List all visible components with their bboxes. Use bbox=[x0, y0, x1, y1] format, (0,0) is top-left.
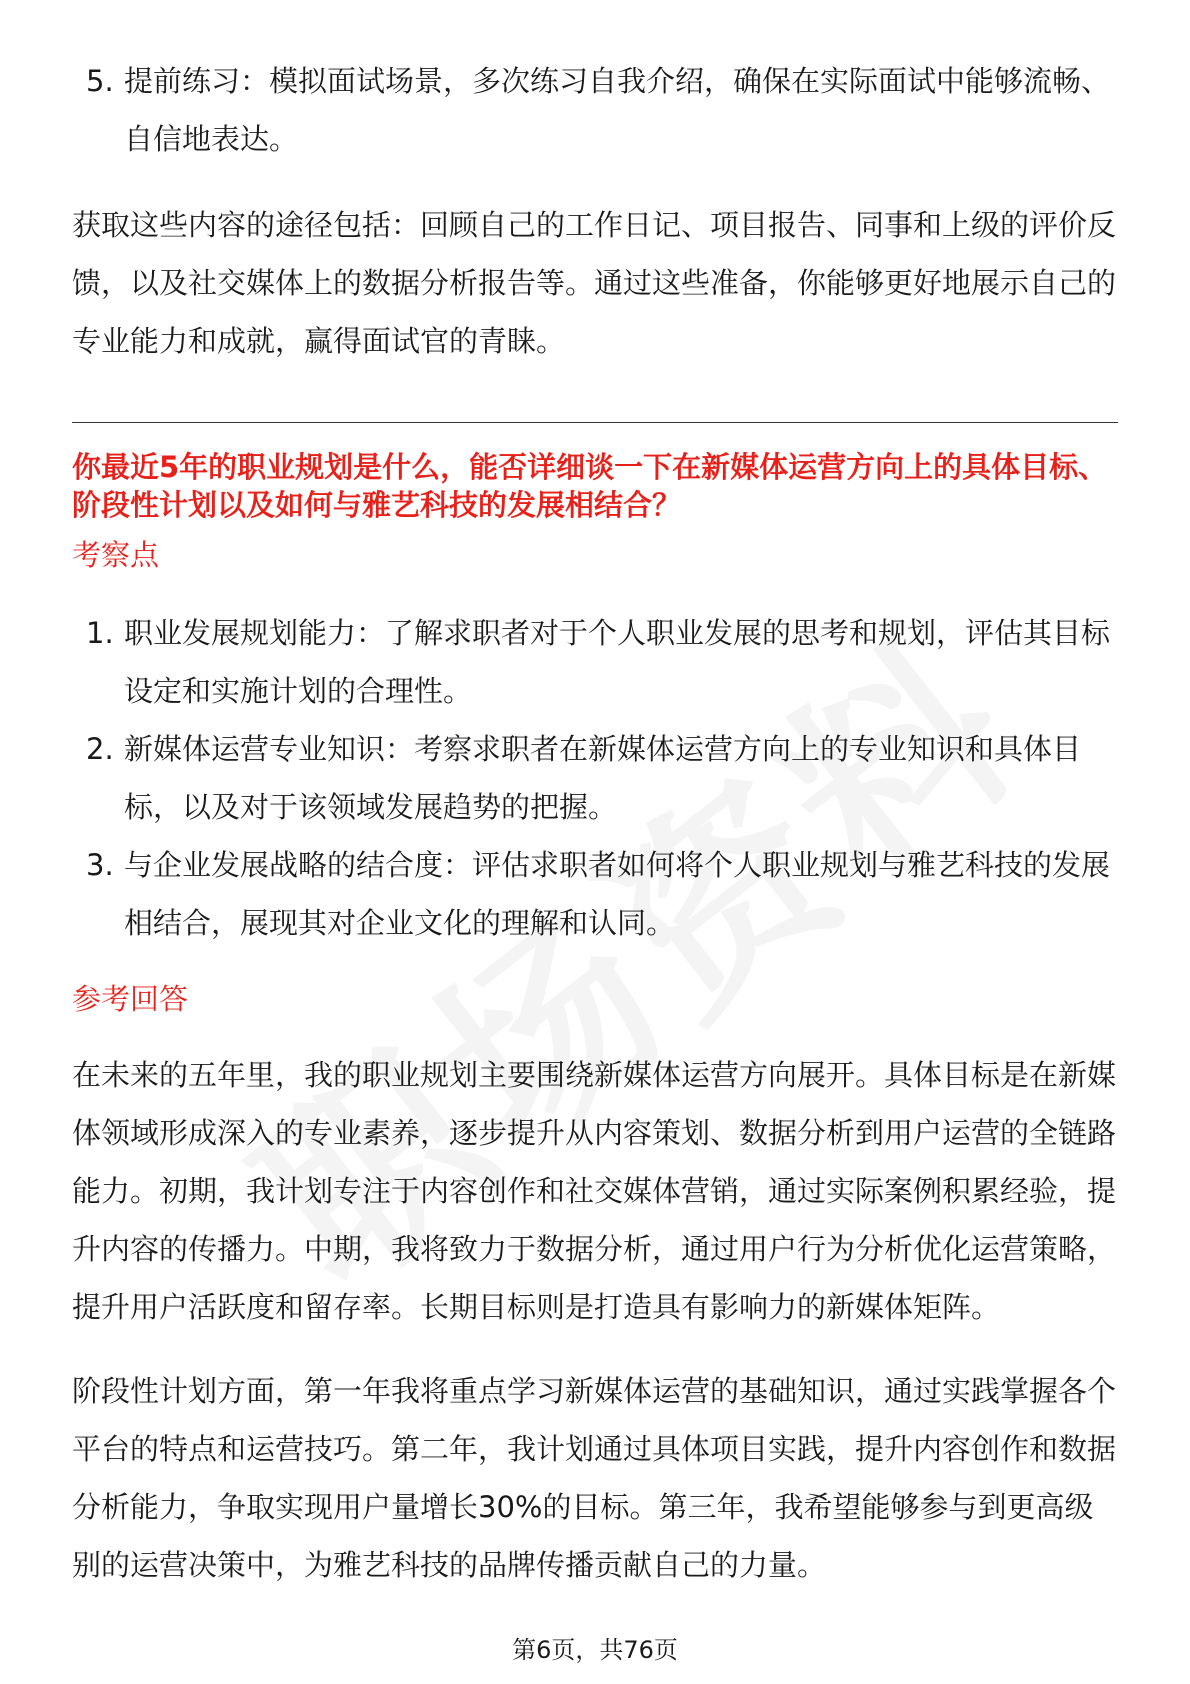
focus-point-item bbox=[72, 604, 1118, 720]
section-divider bbox=[72, 422, 1118, 423]
focus-point-item bbox=[72, 836, 1118, 952]
list-item bbox=[72, 52, 1118, 168]
page-footer: 第6页，共76页 bbox=[512, 1636, 678, 1664]
focus-point-text: 与企业发展战略的结合度：评估求职者如何将个人职业规划与雅艺科技的发展相结合，展现其对企业文化的理解和认同。 bbox=[124, 848, 1111, 940]
list-item-number: 5. bbox=[86, 64, 114, 98]
intro-paragraph-block bbox=[72, 196, 1118, 370]
answer-heading: 参考回答 bbox=[72, 982, 189, 1016]
focus-point-item bbox=[72, 720, 1118, 836]
top-list bbox=[72, 52, 1118, 168]
question-heading: 你最近5年的职业规划是什么，能否详细谈一下在新媒体运营方向上的具体目标、阶段性计划以及如何与雅艺科技的发展相结合？ bbox=[72, 450, 1108, 522]
answer-paragraph-2-block bbox=[72, 1362, 1118, 1594]
focus-point-text: 新媒体运营专业知识：考察求职者在新媒体运营方向上的专业知识和具体目标，以及对于该领域发展趋势的把握。 bbox=[124, 732, 1082, 824]
focus-points-list bbox=[72, 604, 1118, 952]
focus-point-number: 3. bbox=[86, 848, 114, 882]
focus-point-number: 1. bbox=[86, 616, 114, 650]
answer-paragraph: 阶段性计划方面，第一年我将重点学习新媒体运营的基础知识，通过实践掌握各个平台的特点和运营技巧。第二年，我计划通过具体项目实践，提升内容创作和数据分析能力，争取实现用户量增长30%的目标。第三年，我希望能够参与到更高级别的运营决策中，为雅艺科技的品牌传播贡献自己的力量。 bbox=[72, 1374, 1117, 1582]
focus-point-number: 2. bbox=[86, 732, 114, 766]
focus-point-text: 职业发展规划能力：了解求职者对于个人职业发展的思考和规划，评估其目标设定和实施计划的合理性。 bbox=[124, 616, 1111, 708]
intro-paragraph: 获取这些内容的途径包括：回顾自己的工作日记、项目报告、同事和上级的评价反馈，以及社交媒体上的数据分析报告等。通过这些准备，你能够更好地展示自己的专业能力和成就，赢得面试官的青睐。 bbox=[72, 208, 1117, 358]
focus-heading: 考察点 bbox=[72, 538, 160, 572]
answer-paragraph-1-block bbox=[72, 1046, 1118, 1336]
list-item-text: 提前练习：模拟面试场景，多次练习自我介绍，确保在实际面试中能够流畅、自信地表达。 bbox=[124, 64, 1111, 156]
answer-paragraph: 在未来的五年里，我的职业规划主要围绕新媒体运营方向展开。具体目标是在新媒体领域形成深入的专业素养，逐步提升从内容策划、数据分析到用户运营的全链路能力。初期，我计划专注于内容创作和社交媒体营销，通过实际案例积累经验，提升内容的传播力。中期，我将致力于数据分析，通过用户行为分析优化运营策略，提升用户活跃度和留存率。长期目标则是打造具有影响力的新媒体矩阵。 bbox=[72, 1058, 1117, 1324]
